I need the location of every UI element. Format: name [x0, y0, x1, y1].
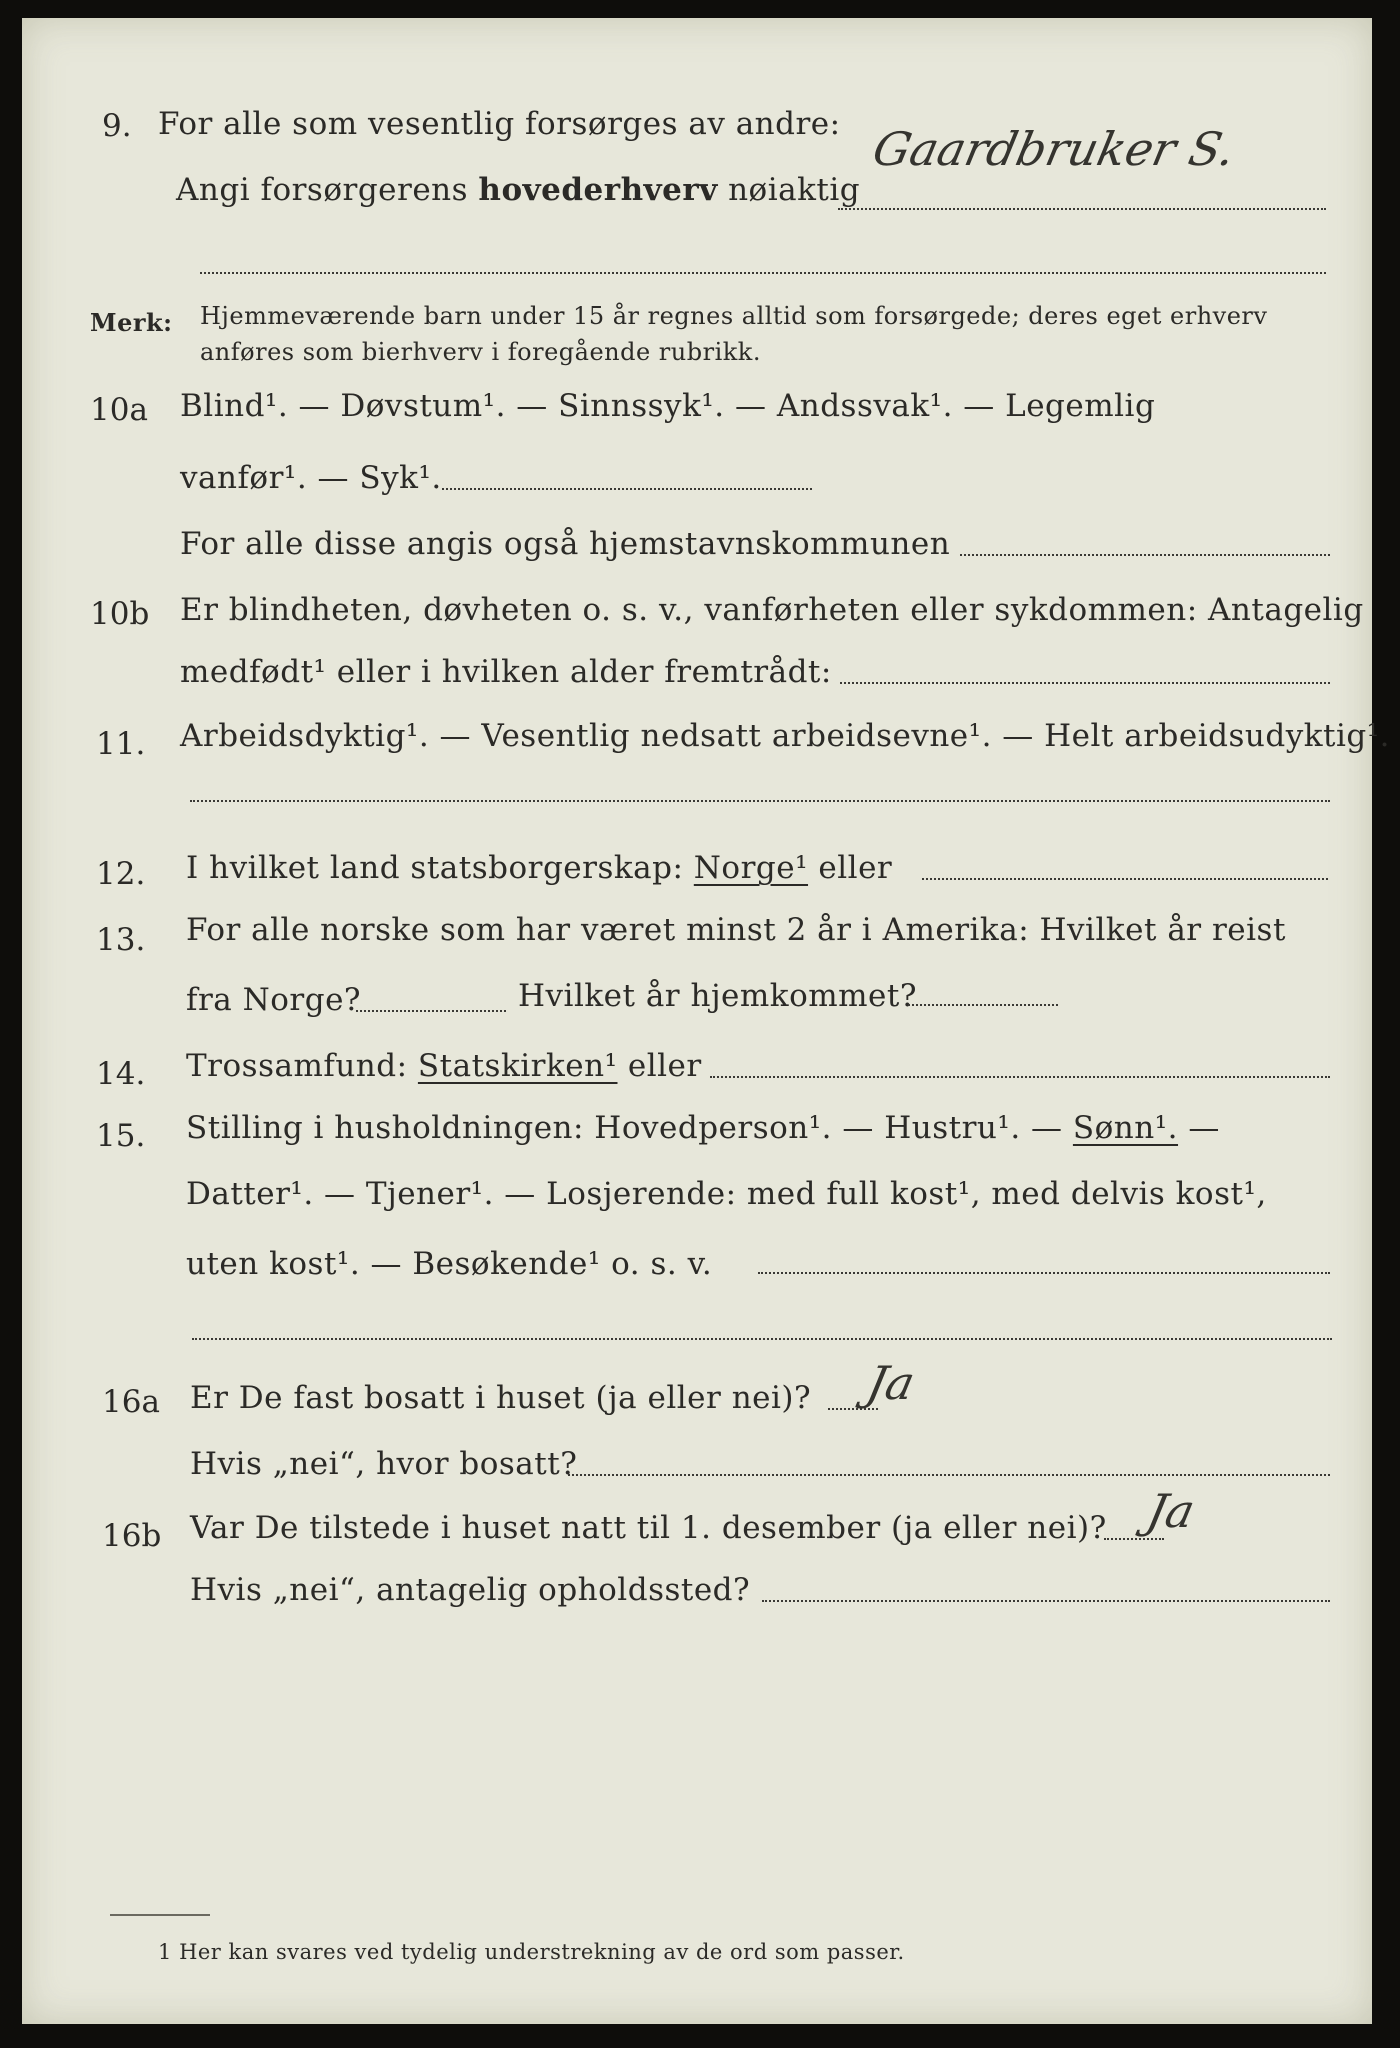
footnote-rule — [110, 1914, 210, 1916]
q13-number: 13. — [96, 922, 146, 958]
q12-number: 12. — [96, 856, 146, 892]
q16a-answer-handwritten: Ja — [862, 1356, 920, 1410]
q12-end: eller — [818, 850, 893, 886]
q9-number: 9. — [102, 108, 132, 144]
q11-number: 11. — [96, 726, 146, 762]
merk-line1: Hjemmeværende barn under 15 år regnes alltid som forsørgede; deres eget erhverv — [200, 302, 1268, 330]
q13-line2b: Hvilket år hjemkommet? — [518, 978, 917, 1014]
merk-label: Merk: — [90, 308, 173, 337]
q11-line1: Arbeidsdyktig¹. — Vesentlig nedsatt arbeidsevne¹. — Helt arbeidsudyktig¹. — [180, 718, 1391, 754]
q14-line — [186, 1048, 702, 1084]
q9-answer-line — [838, 208, 1326, 210]
q14-end: eller — [627, 1048, 702, 1084]
q12-text: I hvilket land statsborgerskap: — [186, 850, 684, 886]
q15-number: 15. — [96, 1118, 146, 1154]
q16a-line1: Er De fast bosatt i huset (ja eller nei)? — [190, 1380, 812, 1416]
census-form-page — [22, 18, 1391, 2024]
q10a-line2: vanfør¹. — Syk¹. — [180, 460, 442, 496]
q10a-line2-blank — [442, 488, 812, 490]
q15-line1 — [186, 1110, 1220, 1146]
q14-blank — [710, 1076, 1330, 1078]
q16a-number: 16a — [102, 1384, 160, 1420]
q14-underlined: Statskirken¹ — [417, 1048, 618, 1084]
q16a-line2-blank — [568, 1474, 1330, 1476]
q11-blank — [190, 800, 1330, 802]
q12-line — [186, 850, 892, 886]
q9-extra-line — [200, 272, 1326, 274]
q16b-number: 16b — [102, 1518, 162, 1554]
q15-line1a: Stilling i husholdningen: Hovedperson¹. — Hustru¹. — — [186, 1110, 1063, 1146]
q16b-line2: Hvis „nei“, antagelig opholdssted? — [190, 1572, 751, 1608]
merk-line2: anføres som bierhverv i foregående rubrikk. — [200, 338, 761, 366]
q12-blank — [922, 878, 1328, 880]
q9-line2-end: nøiaktig — [728, 172, 861, 208]
q13-blank-a — [356, 1010, 506, 1012]
q16b-line2-blank — [762, 1600, 1330, 1602]
footnote-mark: 1 — [158, 1940, 172, 1964]
q10b-number: 10b — [90, 596, 150, 632]
q16b-blank — [1104, 1538, 1164, 1540]
q10a-line3-blank — [960, 554, 1330, 556]
q16b-answer-handwritten: Ja — [1142, 1484, 1200, 1538]
q16b-line1: Var De tilstede i huset natt til 1. desember (ja eller nei)? — [190, 1510, 1107, 1546]
q14-text: Trossamfund: — [186, 1048, 408, 1084]
q10a-number: 10a — [90, 392, 148, 428]
q10b-line1: Er blindheten, døvheten o. s. v., vanførheten eller sykdommen: Antagelig — [180, 592, 1364, 628]
q9-line2-start: Angi forsørgerens — [176, 172, 469, 208]
footnote-text: Her kan svares ved tydelig understrekning av de ord som passer. — [179, 1940, 905, 1964]
q15-underlined: Sønn¹. — [1072, 1110, 1179, 1146]
q10b-blank — [840, 682, 1330, 684]
q16a-line2: Hvis „nei“, hvor bosatt? — [190, 1446, 578, 1482]
q13-line2a: fra Norge? — [186, 982, 362, 1018]
q10a-line3: For alle disse angis også hjemstavnskommunen — [180, 526, 951, 562]
q15-extra-line — [192, 1338, 1332, 1340]
q10b-line2: medfødt¹ eller i hvilken alder fremtrådt: — [180, 654, 832, 690]
q14-number: 14. — [96, 1056, 146, 1092]
q12-underlined: Norge¹ — [693, 850, 809, 886]
q13-line1: For alle norske som har været minst 2 år i Amerika: Hvilket år reist — [186, 912, 1286, 948]
q9-line2 — [176, 172, 860, 208]
q9-line2-bold: hovederhverv — [478, 172, 718, 208]
q13-blank-b — [908, 1004, 1058, 1006]
q15-blank — [758, 1272, 1330, 1274]
footnote — [158, 1940, 905, 1964]
q15-line2: Datter¹. — Tjener¹. — Losjerende: med full kost¹, med delvis kost¹, — [186, 1176, 1267, 1212]
q10a-line1: Blind¹. — Døvstum¹. — Sinnssyk¹. — Andssvak¹. — Legemlig — [180, 388, 1156, 424]
q15-line3: uten kost¹. — Besøkende¹ o. s. v. — [186, 1246, 713, 1282]
q9-answer-handwritten: Gaardbruker S. — [868, 122, 1241, 176]
q15-line1b: — — [1188, 1110, 1220, 1146]
q9-line1: For alle som vesentlig forsørges av andre: — [158, 106, 841, 142]
